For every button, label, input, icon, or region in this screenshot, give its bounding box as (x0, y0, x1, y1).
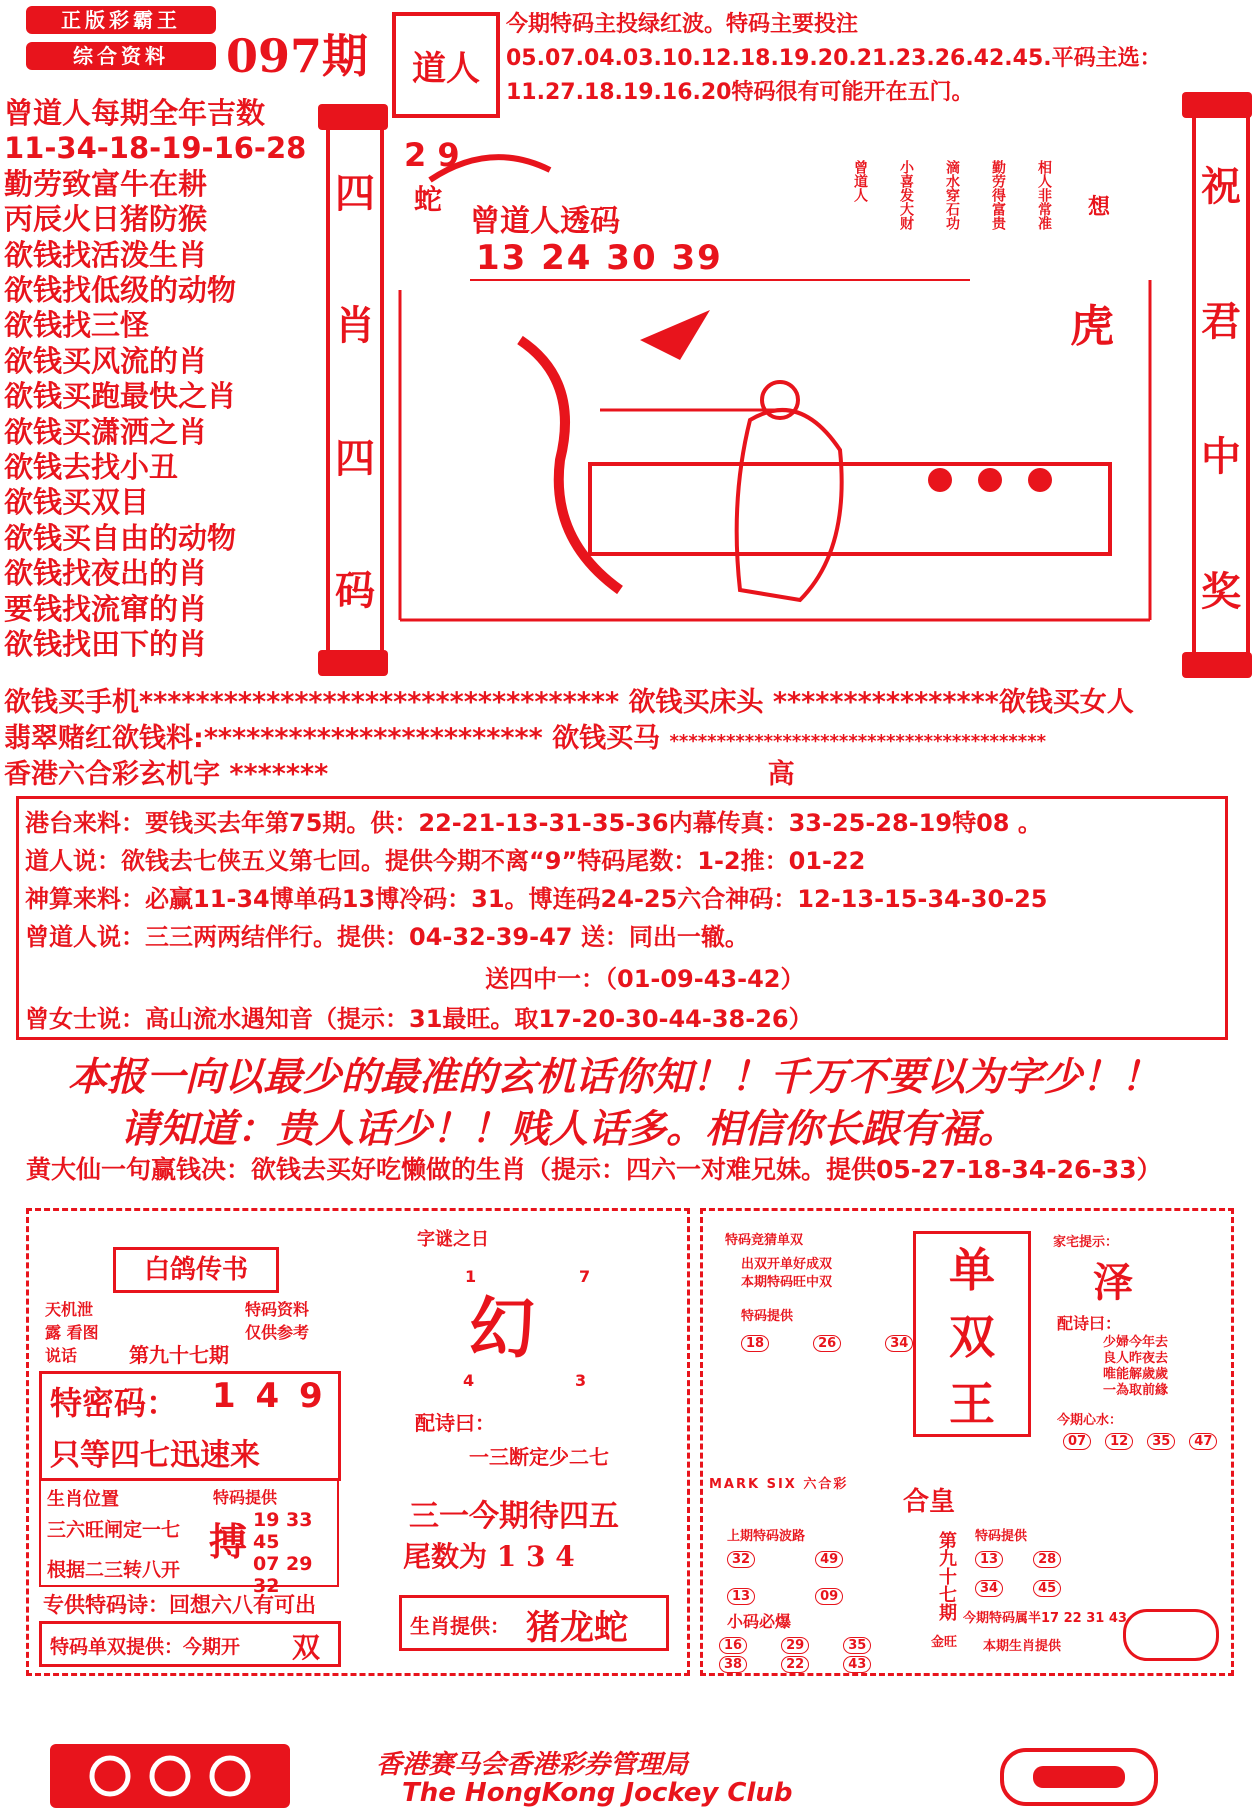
box1-title: 特码竞猜单双 (725, 1233, 804, 1248)
number-item: 35 (1147, 1433, 1175, 1450)
last-label: 上期特码波路 (727, 1529, 806, 1544)
mark-six-strip: MARK SIX 六合彩 (709, 1477, 849, 1492)
central-illustration (380, 120, 1170, 640)
scroll-char: 肖 (335, 302, 375, 350)
left-list-item: 丙辰火日猪防猴 (4, 202, 208, 237)
tema-nums (975, 1551, 1065, 1597)
riddle-corner-1: 1 (465, 1267, 477, 1286)
left-list-item: 欲钱找田下的肖 (4, 627, 208, 662)
zodiac-position-box (39, 1479, 339, 1597)
tema-box (39, 1371, 341, 1481)
left-riddle-list (4, 96, 307, 663)
left-list-item: 欲钱买自由的动物 (4, 520, 237, 555)
banner-row-1-mid: 欲钱买床头 (628, 687, 764, 718)
tema-label: 特码提供 (975, 1529, 1028, 1544)
tema-provide: 特码提供 (213, 1488, 278, 1507)
logo-line-2: 综合资料 (26, 42, 216, 70)
right-poem-line: 一為取前緣 (1103, 1383, 1169, 1398)
number-item: 28 (1033, 1551, 1061, 1568)
number-item: 13 (727, 1588, 755, 1605)
hkjc-logo-right (1000, 1748, 1158, 1806)
small-nums (719, 1637, 919, 1673)
bottom-label: 本期生肖提供 (983, 1639, 1062, 1654)
riddle-corner-3: 3 (575, 1371, 587, 1390)
small-label: 小码必爆 (727, 1612, 792, 1631)
number-item: 43 (843, 1656, 871, 1673)
scroll-cap-bottom-left (318, 650, 388, 676)
logo-line-1: 正版彩霸王 (26, 6, 216, 34)
hkjc-swirl-icon (50, 1744, 290, 1808)
scroll-char: 四 (335, 169, 375, 217)
masthead-logo (26, 6, 216, 70)
left-list-item: 欲钱找活泼生肖 (4, 237, 208, 272)
tema-value: 1 4 9 (212, 1376, 327, 1416)
number-item: 34 (885, 1335, 913, 1352)
number-item: 49 (815, 1551, 843, 1568)
zodiac-position-label: 生肖位置 (47, 1489, 119, 1510)
box1-line-2: 本期特码旺中双 (741, 1275, 833, 1290)
info-line: 港台来料：要钱买去年第75期。供：22-21-13-31-35-36内幕传真：33-25-28-19特08 。 (25, 809, 1042, 837)
riddle-corner-7: 7 (579, 1267, 591, 1286)
emblem-oval (1123, 1609, 1219, 1661)
footer-org-en: The HongKong Jockey Club (402, 1778, 793, 1808)
left-list-item: 要钱找流窜的肖 (4, 591, 208, 626)
nums-row-1: 19 33 45 (253, 1509, 313, 1553)
left-list-item: 欲钱去找小丑 (4, 450, 179, 485)
tema-label: 特密码： (50, 1384, 179, 1422)
huang-da-xian-line: 黄大仙一句赢钱决：欲钱去买好吃懒做的生肖（提示：四六一对难兄妹。提供05-27-18-34-26-33） (26, 1155, 1162, 1184)
big-char: 单 (949, 1243, 995, 1298)
number-item: 26 (813, 1335, 841, 1352)
zodiac-position-1: 三六旺闸定一七 (47, 1519, 181, 1541)
right-vertical-scroll (1192, 112, 1250, 660)
poem-label: 配诗曰： (415, 1411, 495, 1435)
pigeon-note-right: 特码资料 仅供参考 (245, 1300, 310, 1342)
art-top-number: 2 9 (404, 136, 460, 174)
info-line: 神算来料：必赢11-34博单码13博冷码：31。博连码24-25六合神码：12-13-15-34-30-25 (25, 885, 1048, 913)
top-note: 今期特码主投绿红波。特码主要投注05.07.04.03.10.12.18.19.20.21.23.26.42.45.平码主选：11.27.18.19.16.20特码很有可能开在五门。 (506, 12, 1162, 105)
hehuang-banner: 合皇 (903, 1487, 956, 1517)
hkjc-logo-left (50, 1744, 290, 1808)
banner-row-1-left: 欲钱买手机 (4, 687, 139, 718)
art-vertical-note: 滴水穿石功 (944, 160, 960, 230)
box1-tema: 特码提供 (741, 1309, 794, 1324)
scroll-char: 君 (1201, 298, 1241, 345)
bottom-line: 今期特码属半17 22 31 43 (963, 1611, 1127, 1626)
number-item: 35 (843, 1637, 871, 1654)
pigeon-note-left: 天机泄露 看图说话 (45, 1300, 99, 1365)
banner-row-1-stars: ********************************** (139, 687, 620, 718)
slogan-1: 本报一向以最少的最准的玄机话你知！！千万不要以为字少！！ (68, 1054, 1161, 1100)
number-item: 09 (815, 1588, 843, 1605)
right-title: 家宅提示： (1053, 1235, 1119, 1250)
banner-row-3-right: 高 (767, 759, 795, 790)
poem-line: 专供特码诗：回想六八有可出 (43, 1593, 316, 1617)
single-double-king (913, 1231, 1031, 1437)
banner-row-2-stars: ************************ (203, 723, 543, 754)
scroll-char: 奖 (1201, 568, 1241, 615)
riddle-title: 字谜之日 (417, 1229, 489, 1250)
pigeon-period: 第九十七期 (129, 1343, 229, 1367)
banner-row-3-stars: ******* (229, 759, 329, 790)
left-list-item: 欲钱买双目 (4, 485, 150, 520)
center-label: 金旺 (931, 1635, 958, 1650)
hkjc-mark-icon (1029, 1762, 1129, 1792)
left-list-item: 欲钱找夜出的肖 (4, 556, 208, 591)
tail-line: 尾数为 1 3 4 (403, 1540, 575, 1573)
slogan-2: 请知道：贵人话少！！贱人话多。相信你长跟有福。 (120, 1106, 1018, 1152)
single-double-label: 特码单双提供：今期开 (50, 1636, 241, 1658)
number-item: 34 (975, 1580, 1003, 1597)
riddle-char: 幻 (469, 1289, 535, 1367)
number-item: 47 (1189, 1433, 1217, 1450)
right-poem-line: 良人昨夜去 (1103, 1351, 1169, 1366)
banner-row-2 (4, 716, 1046, 755)
zodiac-position-2: 根据二三转八开 (47, 1559, 181, 1581)
zodiac-provide-label: 生肖提供： (410, 1614, 510, 1638)
banner-row-2-mid: 欲钱买马 (552, 723, 661, 754)
right-poem-label: 配诗曰： (1057, 1314, 1122, 1333)
number-item: 12 (1105, 1433, 1133, 1450)
info-box (16, 796, 1228, 1040)
nums-row-2: 07 29 32 (253, 1553, 313, 1597)
scroll-char: 码 (335, 567, 375, 615)
number-item: 16 (719, 1637, 747, 1654)
scroll-char: 中 (1201, 433, 1241, 480)
info-line: 曾道人说：三三两两结伴行。提供：04-32-39-47 送：同出一辙。 (25, 923, 749, 951)
zodiac-provide-box (399, 1595, 669, 1651)
pigeon-title: 白鸽传书 (113, 1247, 279, 1293)
lower-right-panel (700, 1208, 1234, 1676)
number-item: 38 (719, 1656, 747, 1673)
right-poem-line: 少婦今年去 (1103, 1335, 1169, 1350)
art-vertical-note: 曾道人 (852, 160, 868, 202)
left-vertical-scroll (326, 120, 384, 658)
info-line: 曾女士说：高山流水遇知音（提示：31最旺。取17-20-30-44-38-26） (25, 1005, 813, 1033)
info-line: 道人说：欲钱去七侠五义第七回。提供今期不离“9”特码尾数：1-2推：01-22 (25, 847, 866, 875)
banner-row-2-left: 翡翠赌红欲钱料: (4, 723, 204, 754)
number-item: 18 (741, 1335, 769, 1352)
today-label: 今期心水： (1057, 1413, 1123, 1428)
big-char: 双 (949, 1309, 995, 1364)
dao-ren-stamp: 道人 (392, 12, 500, 118)
box1-nums (741, 1335, 913, 1352)
info-line: 送四中一：（01-09-43-42） (485, 965, 805, 993)
left-list-item: 欲钱买跑最快之肖 (4, 379, 237, 414)
wait-line: 只等四七迅速来 (50, 1438, 260, 1473)
number-item: 07 (1063, 1433, 1091, 1450)
left-list-item: 欲钱买风流的肖 (4, 343, 208, 378)
big-char: 王 (949, 1376, 995, 1431)
number-item: 13 (975, 1551, 1003, 1568)
number-item: 22 (781, 1656, 809, 1673)
center-vertical: 第九十七期 (936, 1531, 957, 1621)
art-vertical-note: 勤劳得富贵 (990, 160, 1006, 230)
right-poem (1103, 1335, 1168, 1399)
box1-line-1: 出双开单好成双 (741, 1257, 833, 1272)
banner-row-2-stars-2: **************************************** (669, 731, 1047, 752)
art-top-zodiac: 蛇 (414, 183, 443, 216)
number-item: 45 (1033, 1580, 1061, 1597)
art-think: 想 (1088, 195, 1111, 220)
left-list-item: 11-34-18-19-16-28 (4, 131, 307, 166)
banner-row-3 (4, 752, 795, 791)
left-list-item: 勤劳致富牛在耕 (4, 166, 208, 201)
single-double-value: 双 (292, 1631, 321, 1664)
zodiac-provide-value: 猪龙蛇 (526, 1608, 628, 1648)
art-zodiac-right: 虎 (1070, 301, 1114, 352)
right-poem-line: 唯能解歲歲 (1103, 1367, 1169, 1382)
issue-number: 097期 (226, 29, 369, 83)
art-vertical-note: 小喜发大财 (898, 160, 914, 230)
left-list-item: 曾道人每期全年吉数 (4, 96, 266, 130)
number-item: 32 (727, 1551, 755, 1568)
left-list-item: 欲钱找低级的动物 (4, 273, 237, 308)
footer-org-cn: 香港赛马会香港彩券管理局 (376, 1750, 689, 1780)
single-double-box (39, 1621, 341, 1667)
banner-row-1-stars-2: **************** (772, 687, 999, 718)
period-line: 三一今期待四五 (409, 1499, 619, 1534)
poem-text: 一三断定少二七 (469, 1445, 609, 1469)
banner-row-1 (4, 680, 1134, 719)
right-big-char: 泽 (1093, 1259, 1133, 1306)
banner-row-3-left: 香港六合彩玄机字 (4, 759, 220, 790)
lower-left-panel (26, 1208, 690, 1676)
scroll-cap-bottom-right (1182, 652, 1252, 678)
art-vertical-note: 相人非常准 (1036, 160, 1052, 230)
art-title: 曾道人透码 (470, 204, 620, 239)
riddle-corner-4: 4 (463, 1371, 475, 1390)
scroll-char: 祝 (1201, 163, 1241, 210)
art-lines (380, 120, 1170, 640)
left-list-item: 欲钱买潇洒之肖 (4, 414, 208, 449)
scroll-char: 四 (335, 434, 375, 482)
bo-char: 搏 (209, 1520, 248, 1564)
last-nums (727, 1551, 857, 1605)
left-list-item: 欲钱找三怪 (4, 308, 150, 343)
today-nums (1063, 1433, 1217, 1450)
banner-row-1-right: 欲钱买女人 (998, 687, 1134, 718)
number-item: 29 (781, 1637, 809, 1654)
art-numbers: 13 24 30 39 (476, 238, 723, 278)
